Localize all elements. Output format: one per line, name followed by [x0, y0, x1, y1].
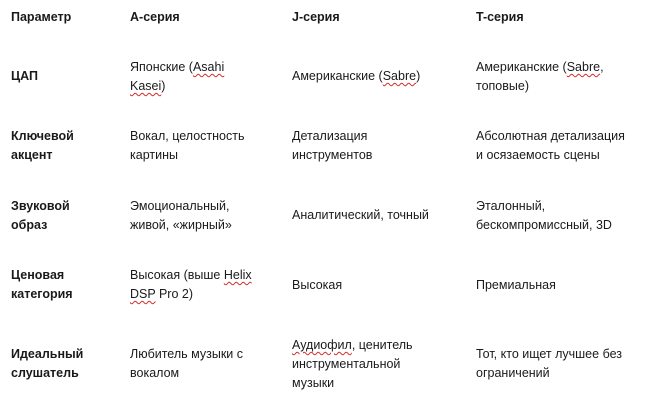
cell-sound-j: Аналитический, точный — [292, 208, 429, 222]
header-parameter: Параметр — [11, 10, 72, 24]
cell-text: ) — [416, 69, 421, 83]
cell-accent-t: Абсолютная детализация и осязаемость сцены — [476, 129, 625, 162]
row-label-key-accent: Ключевой акцент — [11, 129, 74, 162]
cell-text: Японские ( — [130, 60, 193, 74]
spellcheck-word: Sabre — [382, 69, 417, 83]
cell-listener-t: Тот, кто ищет лучшее без ограничений — [476, 347, 622, 380]
cell-text: Американские ( — [292, 69, 383, 83]
spellcheck-word: Helix — [223, 268, 252, 282]
cell-dac-a — [130, 58, 280, 96]
cell-dac-j — [292, 67, 467, 86]
cell-accent-j: Детализация инструментов — [292, 129, 373, 162]
spellcheck-word: Asahi — [192, 60, 225, 74]
cell-dac-t — [476, 58, 646, 96]
cell-price-j: Высокая — [292, 278, 343, 292]
cell-sound-a: Эмоциональный, живой, «жирный» — [130, 199, 232, 232]
cell-accent-a: Вокал, целостность картины — [130, 129, 245, 162]
cell-text: Американские ( — [476, 60, 567, 74]
spellcheck-word: Kasei — [130, 79, 162, 93]
row-label-dac: ЦАП — [11, 69, 38, 83]
cell-listener-j — [292, 336, 467, 393]
cell-text: Pro 2) — [155, 287, 193, 301]
spellcheck-word: Sabre — [566, 60, 601, 74]
row-label-sound-image: Звуковой образ — [11, 199, 70, 232]
cell-price-t: Премиальная — [476, 278, 556, 292]
cell-price-a — [130, 266, 280, 304]
header-t-series: T-серия — [476, 10, 524, 24]
cell-listener-a: Любитель музыки с вокалом — [130, 347, 243, 380]
header-a-series: A-серия — [130, 10, 180, 24]
cell-text: , ценитель инструментальной музыки — [292, 338, 413, 390]
row-label-ideal-listener: Идеальный слушатель — [11, 347, 84, 380]
header-j-series: J-серия — [292, 10, 340, 24]
spellcheck-word: Аудиофил — [292, 338, 352, 352]
cell-text: , топовые) — [476, 60, 604, 93]
row-label-price: Ценовая категория — [11, 268, 73, 301]
cell-sound-t: Эталонный, бескомпромиссный, 3D — [476, 199, 612, 232]
spellcheck-word: DSP — [130, 287, 156, 301]
cell-text: Высокая (выше — [130, 268, 224, 282]
cell-text: ) — [161, 79, 166, 93]
